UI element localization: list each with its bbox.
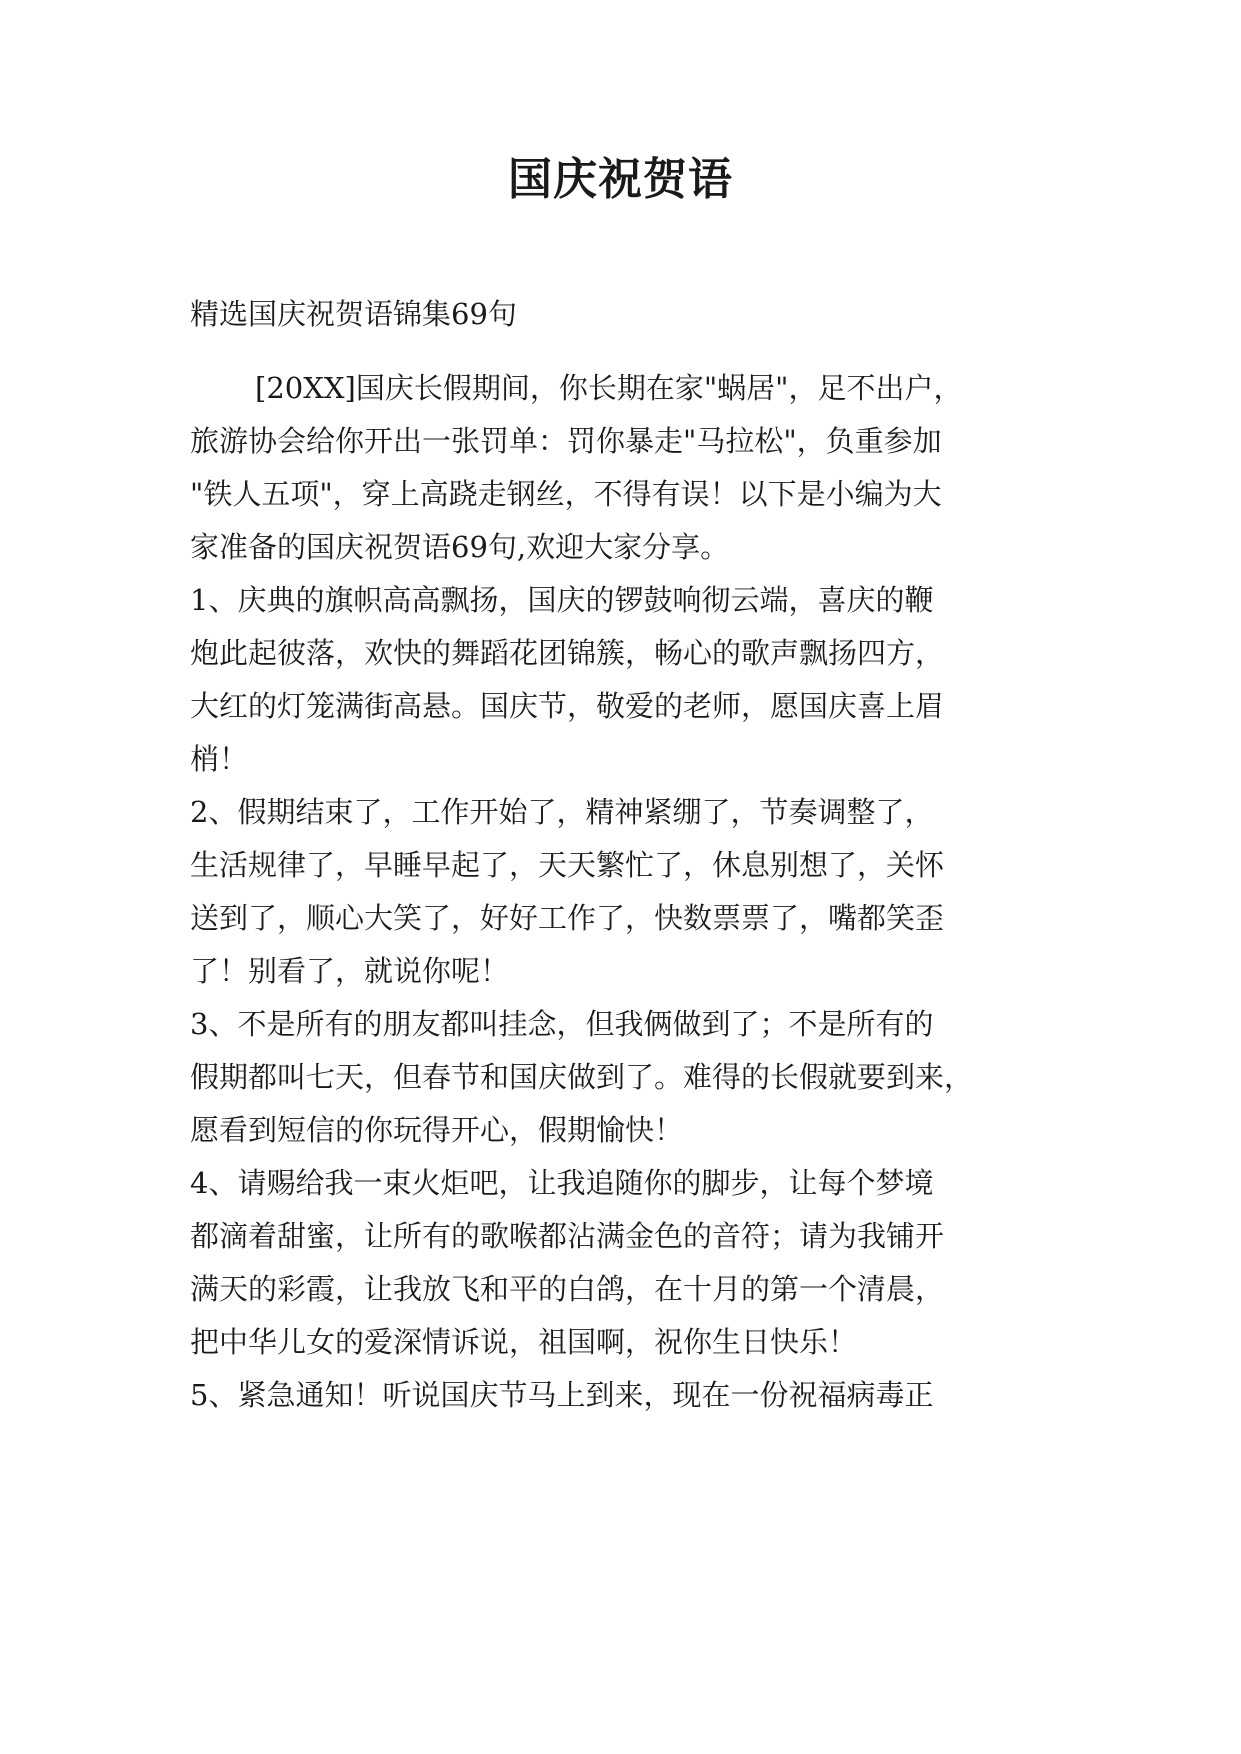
paragraph-line: 2、假期结束了，工作开始了，精神紧绷了，节奏调整了，	[190, 795, 934, 829]
paragraph-line: 1、庆典的旗帜高高飘扬，国庆的锣鼓响彻云端，喜庆的鞭	[190, 583, 934, 617]
paragraph-line: "铁人五项"，穿上高跷走钢丝，不得有误！以下是小编为大	[190, 477, 942, 511]
paragraph-line: 大红的灯笼满街高悬。国庆节，敬爱的老师，愿国庆喜上眉	[190, 689, 945, 723]
paragraph-line: 4、请赐给我一束火炬吧，让我追随你的脚步，让每个梦境	[190, 1166, 934, 1200]
paragraph-line: 3、不是所有的朋友都叫挂念，但我俩做到了；不是所有的	[190, 1007, 934, 1041]
paragraph-line: 愿看到短信的你玩得开心，假期愉快！	[190, 1113, 684, 1147]
paragraph-line: 把中华儿女的爱深情诉说，祖国啊，祝你生日快乐！	[190, 1325, 858, 1359]
paragraph-line: 炮此起彼落，欢快的舞蹈花团锦簇，畅心的歌声飘扬四方，	[190, 636, 945, 670]
paragraph-line: [20XX]国庆长假期间，你长期在家"蜗居"，足不出户，	[255, 371, 963, 405]
paragraph-line: 送到了，顺心大笑了，好好工作了，快数票票了，嘴都笑歪	[190, 901, 945, 935]
paragraph-line: 生活规律了，早睡早起了，天天繁忙了，休息别想了，关怀	[190, 848, 945, 882]
paragraph-line: 满天的彩霞，让我放飞和平的白鸽，在十月的第一个清晨，	[190, 1272, 945, 1306]
paragraph-line: 5、紧急通知！听说国庆节马上到来，现在一份祝福病毒正	[190, 1378, 934, 1412]
paragraph-line: 旅游协会给你开出一张罚单：罚你暴走"马拉松"，负重参加	[190, 424, 942, 458]
paragraph-line: 假期都叫七天，但春节和国庆做到了。难得的长假就要到来，	[190, 1060, 974, 1094]
document-title: 国庆祝贺语	[508, 154, 733, 205]
paragraph-line: 都滴着甜蜜，让所有的歌喉都沾满金色的音符；请为我铺开	[190, 1219, 945, 1253]
paragraph-line: 了！别看了，就说你呢！	[190, 954, 510, 988]
paragraph-line: 梢！	[190, 742, 249, 776]
document-subtitle: 精选国庆祝贺语锦集69句	[190, 297, 517, 331]
paragraph-line: 家准备的国庆祝贺语69句,欢迎大家分享。	[190, 530, 730, 564]
